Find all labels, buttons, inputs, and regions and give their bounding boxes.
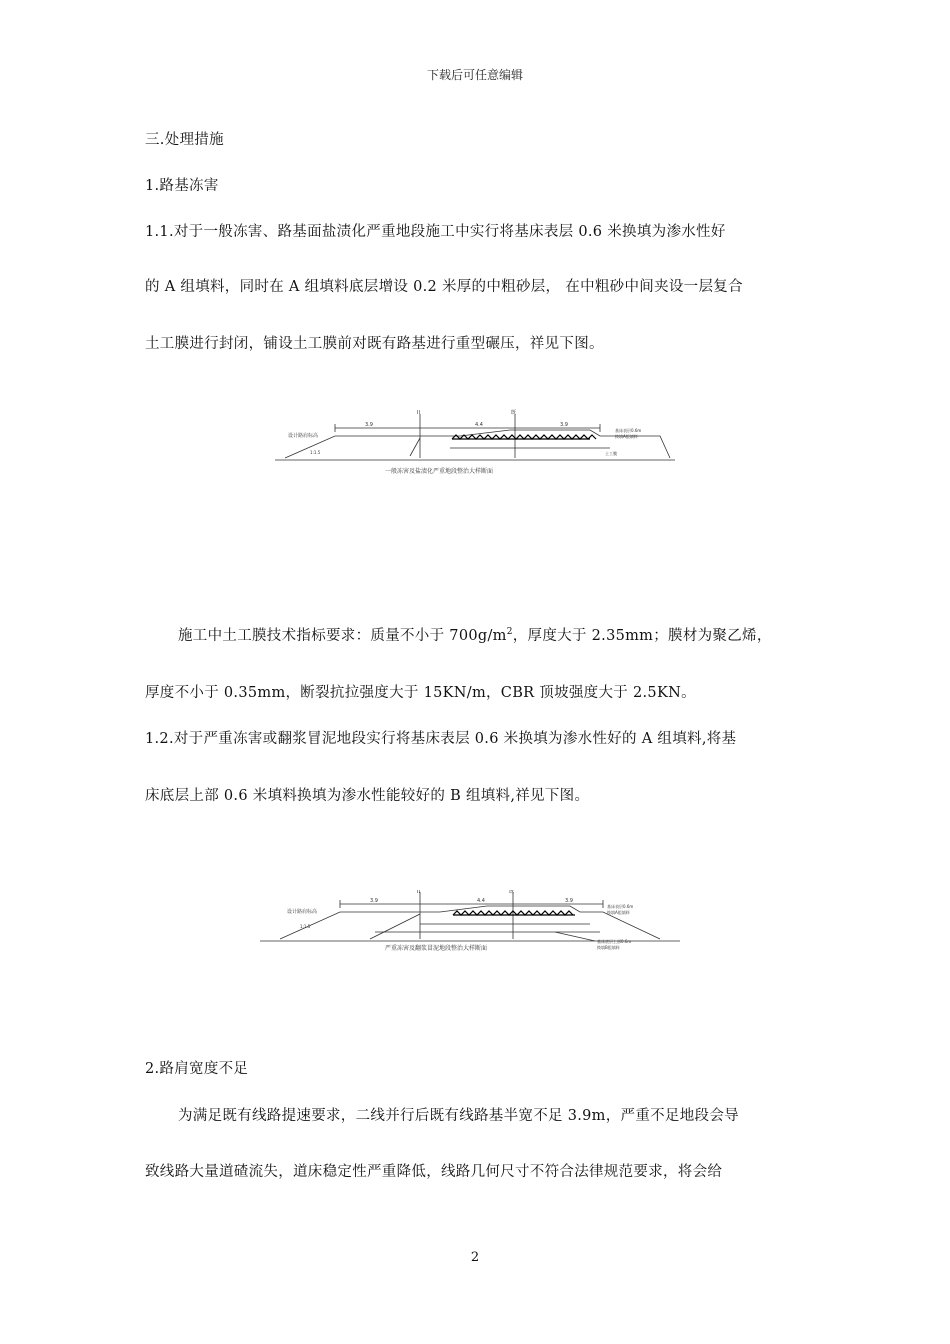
paragraph-1-2-line-1: 1.2.对于严重冻害或翻浆冒泥地段实行将基床表层 0.6 米换填为渗水性好的 A 组填料,将基 bbox=[145, 731, 737, 747]
fig2-label-right2: 换填A组填料 bbox=[607, 910, 630, 915]
fig2-label-dim3: 3.9 bbox=[565, 898, 573, 904]
fig1-label-track1: II bbox=[417, 410, 420, 416]
fig1-label-dim3: 3.9 bbox=[560, 422, 568, 428]
fig1-label-left: 设计路肩标高 bbox=[288, 433, 319, 439]
page-header: 下载后可任意编辑 bbox=[426, 68, 523, 82]
fig1-label-right2: 换填A组填料 bbox=[615, 434, 638, 439]
page-number: 2 bbox=[470, 1250, 480, 1265]
fig2-label-dim2: 4.4 bbox=[477, 898, 485, 904]
fig2-label-right4: 换填B组填料 bbox=[597, 945, 620, 950]
paragraph-1-1-line-2: 的 A 组填料，同时在 A 组填料底层增设 0.2 米厚的中粗砂层， 在中粗砂中间夹设一层复合 bbox=[145, 279, 743, 295]
fig1-label-dim1: 3.9 bbox=[365, 422, 373, 428]
fig1-label-dim2: 4.4 bbox=[475, 422, 483, 428]
geomembrane-spec-line-1 bbox=[178, 624, 772, 645]
fig2-caption: 严重冻害及翻浆冒泥地段整治大样断面 bbox=[385, 945, 488, 952]
fig1-label-slope: 1:1.5 bbox=[310, 450, 321, 455]
paragraph-1-2-line-2: 床底层上部 0.6 米填料换填为渗水性能较好的 B 组填料,祥见下图。 bbox=[145, 788, 590, 804]
geomembrane-spec-line-1-a: 施工中土工膜技术指标要求：质量不小于 700g/m bbox=[178, 628, 507, 644]
fig2-label-left: 设计路肩标高 bbox=[287, 909, 318, 915]
figure-2-cross-section bbox=[255, 890, 685, 965]
paragraph-2-line-2: 致线路大量道碴流失，道床稳定性严重降低，线路几何尺寸不符合法律规范要求，将会给 bbox=[145, 1164, 723, 1180]
geomembrane-spec-line-1-b: ，厚度大于 2.35mm；膜材为聚乙烯， bbox=[512, 628, 772, 644]
fig2-label-right3: 基床底层上部0.6m bbox=[597, 939, 632, 944]
fig1-label-right: 基床表层0.6m bbox=[615, 428, 642, 433]
fig2-label-track1: II bbox=[417, 890, 420, 895]
paragraph-1-1-line-1: 1.1.对于一般冻害、路基面盐渍化严重地段施工中实行将基床表层 0.6 米换填为渗水性好 bbox=[145, 224, 726, 240]
fig2-label-slope: 1:1.5 bbox=[300, 924, 311, 929]
geomembrane-spec-sup: 2 bbox=[506, 627, 513, 638]
section-title: 三.处理措施 bbox=[145, 132, 224, 148]
fig1-label-track2: 既 bbox=[511, 410, 517, 416]
fig1-label-geo: 土工膜 bbox=[605, 451, 617, 456]
fig1-caption: 一般冻害及盐渍化严重地段整治大样断面 bbox=[385, 468, 494, 475]
paragraph-2-line-1: 为满足既有线路提速要求，二线并行后既有线路基半宽不足 3.9m，严重不足地段会导 bbox=[178, 1108, 739, 1124]
figure-1-cross-section bbox=[270, 408, 680, 478]
subsection-title-2: 2.路肩宽度不足 bbox=[145, 1061, 249, 1077]
subsection-title-1: 1.路基冻害 bbox=[145, 178, 219, 194]
fig2-label-dim1: 3.9 bbox=[370, 898, 378, 904]
fig2-label-right: 基床表层0.6m bbox=[607, 904, 634, 909]
fig2-label-track2: 既 bbox=[509, 890, 515, 895]
geomembrane-spec-line-2: 厚度不小于 0.35mm，断裂抗拉强度大于 15KN/m，CBR 顶坡强度大于 2.5KN。 bbox=[145, 685, 696, 701]
paragraph-1-1-line-3: 土工膜进行封闭，铺设土工膜前对既有路基进行重型碾压，祥见下图。 bbox=[145, 336, 604, 352]
